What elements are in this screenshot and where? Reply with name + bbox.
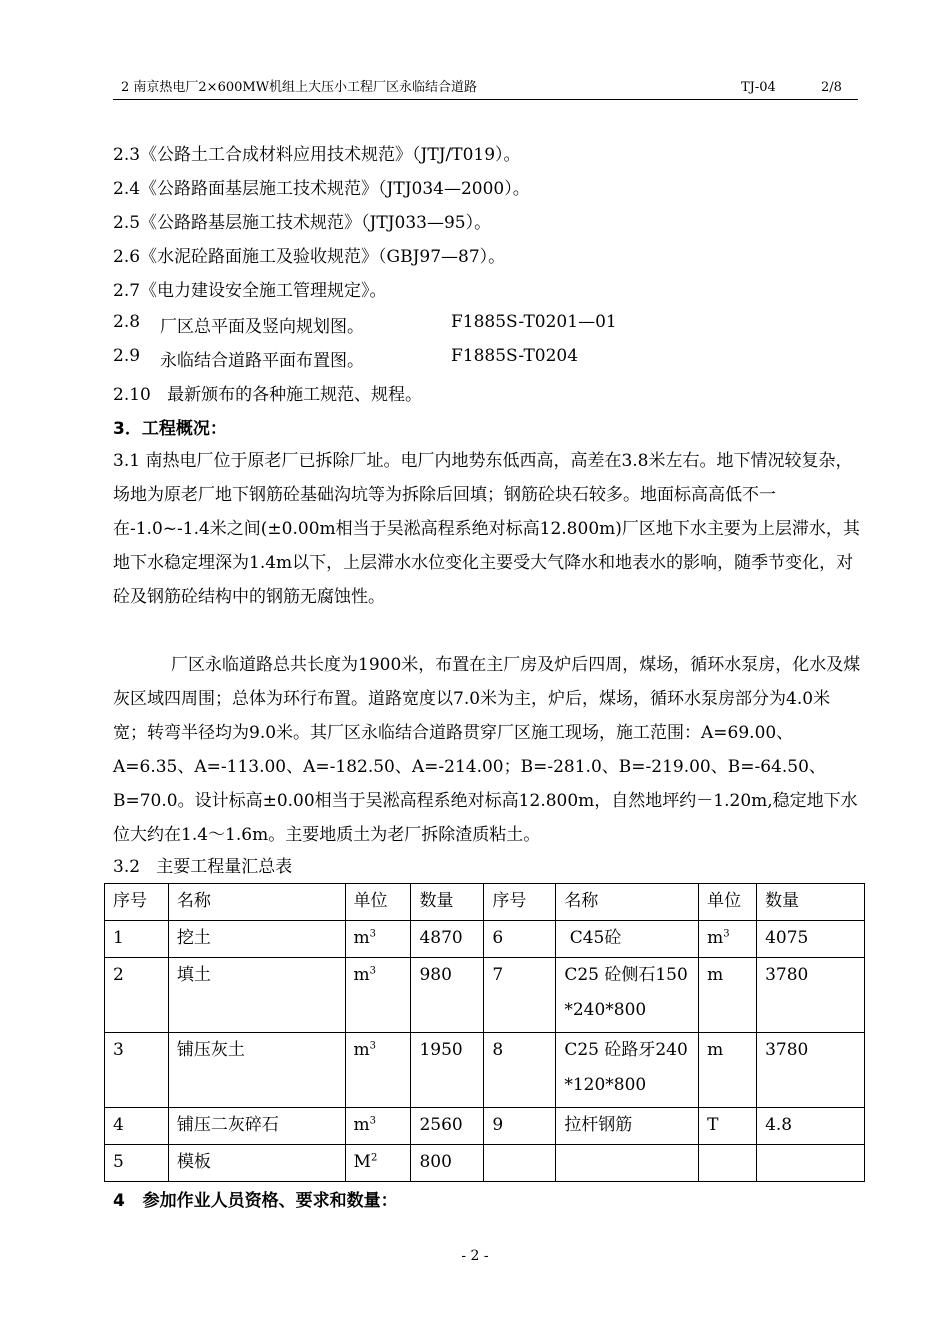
ref-2-9 <box>113 346 713 371</box>
unit: m <box>353 1115 370 1135</box>
unit: M <box>353 1152 371 1172</box>
unit-superscript: 3 <box>369 1040 377 1052</box>
unit: T <box>707 1115 719 1135</box>
header-page-number: 2/8 <box>821 80 842 95</box>
table-header-row <box>105 884 865 921</box>
unit-superscript: 2 <box>370 1152 378 1164</box>
quantity: 4075 <box>757 921 865 958</box>
table-caption: 3.2 主要工程量汇总表 <box>113 857 293 877</box>
item-name: 拉杆钢筋 <box>556 1108 699 1145</box>
ref-2-6: 2.6《水泥砼路面施工及验收规范》（GBJ97—87）。 <box>113 247 506 267</box>
item-name: 铺压二灰碎石 <box>168 1108 345 1145</box>
item-name: C25 砼侧石150*240*800 <box>556 958 699 1033</box>
paragraph-site-description: 厂区永临道路总共长度为1900米，布置在主厂房及炉后四周，煤场，循环水泵房，化水及煤灰区域四周围；总体为环行布置。道路宽度以7.0米为主，炉后，煤场，循环水泵房部分为4.0米宽；转弯半径均为9.0米。其厂区永临结合道路贯穿厂区施工现场，施工范围：A=69.00、 A=6.35、A=-113.00、A=-182.50、A=-214.00；B=-281.0、B=-219.00、B=-64.50、B=70.0。设计标高±0.00相当于吴淞高程系绝对标高12.800m，自然地坪约－1.20m,稳定地下水位大约在1.4～1.6m。主要地质土为老厂拆除渣质粘土。 <box>113 655 861 845</box>
paragraph-3-1: 3.1 南热电厂位于原老厂已拆除厂址。电厂内地势东低西高，高差在3.8米左右。地下情况较复杂，场地为原老厂地下钢筋砼基础沟坑等为拆除后回填；钢筋砼块石较多。地面标高高低不一在-1.0~-1.4米之间(±0.00m相当于吴淞高程系绝对标高12.800m)厂区地下水主要为上层滞水，其地下水稳定埋深为1.4m以下，上层滞水水位变化主要受大气降水和地表水的影响，随季节变化，对砼及钢筋砼结构中的钢筋无腐蚀性。 <box>113 451 860 607</box>
item-name: 填土 <box>168 958 345 1033</box>
quantity: 980 <box>411 958 484 1033</box>
header-title: 2 南京热电厂2×600MW机组上大压小工程厂区永临结合道路 <box>121 80 478 95</box>
quantities-table <box>104 883 865 1182</box>
unit-cell <box>699 921 757 958</box>
item-name: 铺压灰土 <box>168 1033 345 1108</box>
unit: m <box>707 928 724 948</box>
item-name: 挖土 <box>168 921 345 958</box>
unit-cell <box>345 1145 411 1182</box>
unit-cell <box>699 958 757 1033</box>
unit: m <box>353 1040 370 1060</box>
table-row <box>105 1145 865 1182</box>
row-number: 5 <box>105 1145 169 1182</box>
unit-superscript: 3 <box>723 928 730 940</box>
ref-2-8-number: 2.8 <box>113 312 141 332</box>
row-number: 3 <box>105 1033 169 1108</box>
header-cell: 名称 <box>556 884 699 921</box>
unit-cell <box>699 1145 757 1182</box>
page-header <box>113 79 858 100</box>
header-cell: 序号 <box>105 884 169 921</box>
header-doc-code: TJ-04 <box>741 80 776 95</box>
quantity <box>757 1145 865 1182</box>
section-4-heading: 4 参加作业人员资格、要求和数量： <box>113 1191 398 1211</box>
table-row <box>105 921 865 958</box>
ref-2-7: 2.7《电力建设安全施工管理规定》。 <box>113 281 387 301</box>
unit-superscript: 3 <box>369 928 377 940</box>
header-cell: 序号 <box>484 884 556 921</box>
ref-2-5: 2.5《公路路基层施工技术规范》（JTJ033—95）。 <box>113 213 492 233</box>
quantity: 3780 <box>757 1033 865 1108</box>
unit-superscript: 3 <box>369 965 377 977</box>
quantity: 800 <box>411 1145 484 1182</box>
ref-2-9-text: 永临结合道路平面布置图。 <box>160 351 364 371</box>
item-name: C25 砼路牙240*120*800 <box>556 1033 699 1108</box>
unit: m <box>707 965 724 985</box>
header-cell: 数量 <box>411 884 484 921</box>
unit-superscript: 3 <box>369 1115 377 1127</box>
unit-cell <box>345 1108 411 1145</box>
table-row <box>105 1108 865 1145</box>
row-number: 4 <box>105 1108 169 1145</box>
quantity: 4.8 <box>757 1108 865 1145</box>
row-number: 6 <box>484 921 556 958</box>
item-name: 模板 <box>168 1145 345 1182</box>
ref-2-8 <box>113 312 713 337</box>
quantity: 2560 <box>411 1108 484 1145</box>
header-cell: 单位 <box>345 884 411 921</box>
quantity: 3780 <box>757 958 865 1033</box>
ref-2-10: 2.10 最新颁布的各种施工规范、规程。 <box>113 385 423 405</box>
unit-cell <box>345 1033 411 1108</box>
table-row <box>105 1033 865 1108</box>
unit: m <box>353 928 370 948</box>
quantity: 4870 <box>411 921 484 958</box>
unit-cell <box>345 958 411 1033</box>
row-number: 8 <box>484 1033 556 1108</box>
section-3-heading: 3．工程概况： <box>113 419 227 439</box>
item-name: C45砼 <box>556 921 699 958</box>
ref-2-8-text: 厂区总平面及竖向规划图。 <box>160 317 364 337</box>
ref-2-9-code: F1885S-T0204 <box>451 346 579 366</box>
table-row <box>105 958 865 1033</box>
ref-2-3: 2.3《公路土工合成材料应用技术规范》（JTJ/T019）。 <box>113 145 521 165</box>
header-cell: 名称 <box>168 884 345 921</box>
row-number: 1 <box>105 921 169 958</box>
unit: m <box>707 1040 724 1060</box>
row-number <box>484 1145 556 1182</box>
unit: m <box>353 965 370 985</box>
row-number: 7 <box>484 958 556 1033</box>
row-number: 2 <box>105 958 169 1033</box>
unit-cell <box>699 1108 757 1145</box>
item-name <box>556 1145 699 1182</box>
header-cell: 数量 <box>757 884 865 921</box>
ref-2-4: 2.4《公路路面基层施工技术规范》（JTJ034—2000）。 <box>113 179 530 199</box>
unit-cell <box>699 1033 757 1108</box>
ref-2-9-number: 2.9 <box>113 346 141 366</box>
row-number: 9 <box>484 1108 556 1145</box>
unit-cell <box>345 921 411 958</box>
page-footer: - 2 - <box>461 1248 489 1264</box>
ref-2-8-code: F1885S-T0201—01 <box>451 312 617 332</box>
quantity: 1950 <box>411 1033 484 1108</box>
header-cell: 单位 <box>699 884 757 921</box>
